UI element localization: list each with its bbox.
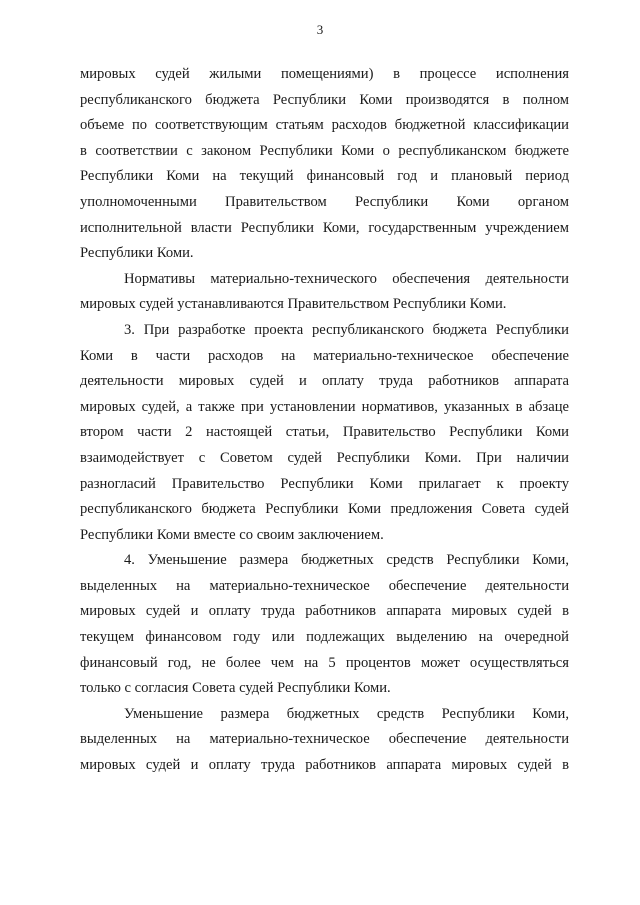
text-line: Нормативы материально-технического обеспечения деятельности (124, 270, 569, 287)
text-line: исполнительной власти Республики Коми, государственным учреждением (80, 219, 569, 236)
text-line: деятельности мировых судей и оплату труда работников аппарата (80, 373, 569, 390)
paragraph-1 (80, 62, 569, 267)
text-line: уполномоченными Правительством Республики Коми органом (80, 193, 569, 210)
text-line: республиканского бюджета Республики Коми производятся в полном (80, 91, 569, 108)
text-line: выделенных на материально-техническое обеспечение деятельности (80, 731, 569, 748)
text-line: только с согласия Совета судей Республики Коми. (80, 680, 391, 697)
text-line: 4. Уменьшение размера бюджетных средств Республики Коми, (124, 552, 569, 569)
text-line: мировых судей и оплату труда работников аппарата мировых судей в (80, 603, 569, 620)
text-line: Республики Коми вместе со своим заключением. (80, 526, 384, 543)
paragraph-4 (80, 548, 569, 702)
text-line: 3. При разработке проекта республиканского бюджета Республики (124, 321, 569, 338)
document-body (80, 62, 569, 779)
paragraph-2 (80, 267, 569, 318)
text-line: текущем финансовом году или подлежащих выделению на очередной (80, 629, 569, 646)
text-line: республиканского бюджета Республики Коми предложения Совета судей (80, 501, 569, 518)
page-number: 3 (316, 22, 324, 37)
text-line: втором части 2 настоящей статьи, Правительство Республики Коми (80, 424, 569, 441)
paragraph-5 (80, 702, 569, 779)
text-line: Коми в части расходов на материально-техническое обеспечение (80, 347, 569, 364)
text-line: выделенных на материально-техническое обеспечение деятельности (80, 577, 569, 594)
text-line: мировых судей устанавливаются Правительством Республики Коми. (80, 296, 507, 313)
text-line: разногласий Правительство Республики Коми прилагает к проекту (80, 475, 569, 492)
text-line: в соответствии с законом Республики Коми о республиканском бюджете (80, 142, 569, 159)
text-line: объеме по соответствующим статьям расходов бюджетной классификации (80, 117, 569, 134)
text-line: взаимодействует с Советом судей Республики Коми. При наличии (80, 449, 569, 466)
text-line: Республики Коми. (80, 245, 194, 262)
text-line: мировых судей, а также при установлении нормативов, указанных в абзаце (80, 398, 569, 415)
paragraph-3 (80, 318, 569, 548)
text-line: Республики Коми на текущий финансовый год и плановый период (80, 168, 569, 185)
text-line: Уменьшение размера бюджетных средств Республики Коми, (124, 705, 569, 722)
text-line: финансовый год, не более чем на 5 процентов может осуществляться (80, 654, 569, 671)
text-line: мировых судей жилыми помещениями) в процессе исполнения (80, 66, 569, 82)
text-line: мировых судей и оплату труда работников аппарата мировых судей в (80, 757, 569, 774)
